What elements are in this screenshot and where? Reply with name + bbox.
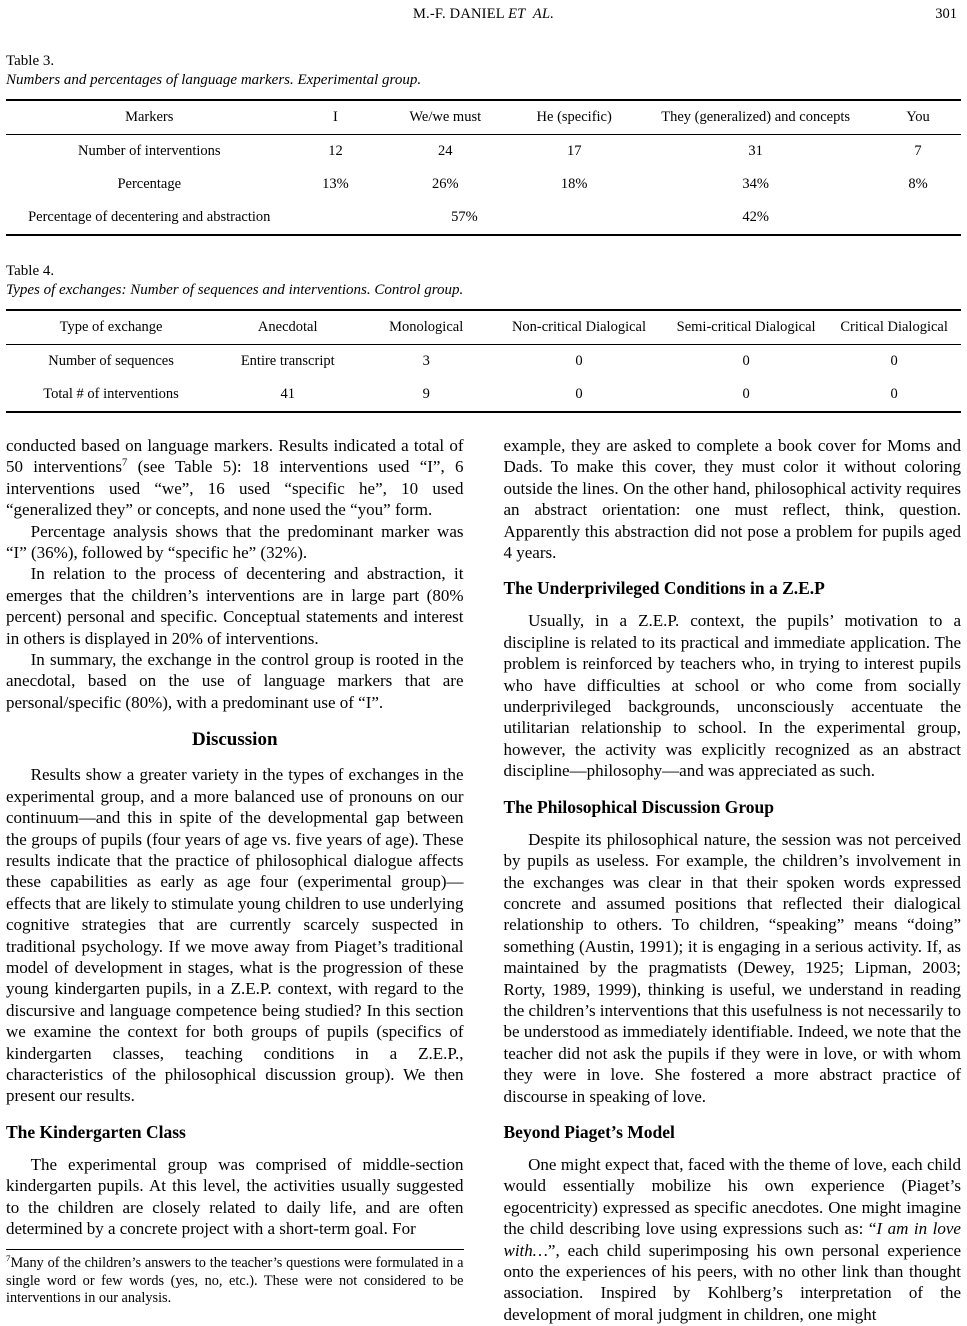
cell: 7 [914,143,922,159]
footnote-marker: 7 [122,457,128,469]
cell: 57% [451,209,478,225]
cell: 18% [560,176,588,192]
row-label: Percentage of decentering and abstraction [28,209,271,225]
table3-label: Table 3. [6,53,55,69]
cell: 0 [742,353,750,369]
cell: 24 [438,143,453,159]
cell: 26% [431,176,459,192]
body-columns [6,435,961,1325]
table3-row-decentering [6,201,961,235]
cell: 0 [575,386,583,402]
table3-row-percentage [6,168,961,201]
cell: 13% [322,176,349,192]
paragraph-text: One might expect that, faced with the theme of love, each child would essentially mobilize his own experience (Piaget’s egocentricity) expressed as specific anecdotes. One might imagine the child describing love using expressions such as: “ [503,1154,961,1239]
subsection-heading-underprivileged-conditions: The Underprivileged Conditions in a Z.E.P [503,578,825,599]
cell-empty [875,201,961,235]
cell: 34% [742,176,769,192]
subsection-heading-beyond-piagets-model: Beyond Piaget’s Model [503,1121,675,1142]
table4-block [6,262,961,413]
table4-row-sequences [6,345,961,379]
table3-col-we: We/we must [409,109,482,125]
row-label: Percentage [117,176,182,192]
paragraph-text: conducted based on language markers. Results indicated a total of 50 interventions [6,436,464,477]
footnote-number: 7 [6,1253,11,1264]
italic-quote: I am in love with… [503,1219,961,1260]
table4-label: Table 4. [6,263,55,279]
table4 [6,309,961,413]
cell: 17 [566,143,582,159]
table4-caption: Types of exchanges: Number of sequences and interventions. Control group. [6,282,464,298]
authors-et-al: ET AL. [508,6,555,22]
paragraph-text: ”, each child superimposing his own personal experience onto the experiences of his peers, with no other link than thought association. Inspired by Kohlberg’s interpretation of the development of moral judgment in children, one might [503,1240,961,1324]
table4-col-noncritical: Non-critical Dialogical [511,319,647,335]
row-label: Number of sequences [48,353,174,369]
cell: Entire transcript [240,353,335,369]
paragraph [6,435,464,521]
cell: 0 [742,386,750,402]
table4-header-row [6,310,961,345]
table3-col-you: You [906,109,930,125]
paragraph: Results show a greater variety in the types of exchanges in the experimental group, and a more balanced use of pronouns on our continuum—and this in spite of the developmental gap between the groups of pupils (four years of age vs. five years of age). These results indicate that the practice of philosophical dialogue affects these capabilities as early as age four (experimental group)—effects that are likely to stimulate young children to use underlying cognitive strategies that are currently scarcely suspected in traditional psychology. If we move away from Piaget’s traditional model of development in stages, what is the progression of these young kindergarten pupils, in a Z.E.P. context, with regard to the discursive and language competence being studied? In this section we examine the context for both groups of pupils (specifics of kindergarten classes, teaching conditions in a Z.E.P., characteristics of the philosophical discussion group). We then present our results. [6,765,464,1106]
table4-col-critical: Critical Dialogical [840,319,948,335]
paragraph-text: (see Table 5): 18 interventions used “I”, 6 interventions used “we”, 16 used “specific he”, 10 used “generalized they” or concepts, and none used the “you” form. [6,457,464,520]
table4-col-semicritical: Semi-critical Dialogical [676,319,816,335]
running-head-authors [6,6,961,23]
cell: 42% [742,209,769,225]
footnote-text: Many of the children’s answers to the teacher’s questions were formulated in a single word or few words (yes, no, etc.). These were not considered to be interventions in our analysis. [6,1255,464,1307]
table4-col-monological: Monological [389,319,464,335]
running-head [6,6,961,26]
table3 [6,99,961,236]
paragraph: Despite its philosophical nature, the session was not perceived by pupils as useless. For example, the children’s involvement in the exchanges was clear in that their spoken words expressed concrete and assumed positions that reflected their dialogical relationship to others. To children, “speaking” means “doing” something (Austin, 1991); it is engaging in a serious activity. If, as maintained by the pragmatists (Dewey, 1925; Lipman, 2003; Rorty, 1989, 1999), thinking is useful, we understand in reading the children’s interventions that this usefulness is not necessarily to be understood as immediately identifiable. Indeed, we note that the teacher did not ask the pupils if they were in love, or with whom they were in love. She fostered a more abstract practice of discourse in speaking of love. [503,829,961,1106]
cell: 0 [890,353,898,369]
table3-col-markers: Markers [125,109,174,125]
cell: 9 [422,386,430,402]
paragraph: In relation to the process of decentering and abstraction, it emerges that the children’s interventions are in large part (80% percent) personal and specific. Conceptual statements and interest in others is displayed in 20% of interventions. [6,564,464,648]
paragraph [504,1154,962,1325]
paragraph: example, they are asked to complete a book cover for Moms and Dads. To make this cover, they must color it without coloring outside the lines. On the other hand, philosophical activity requires an abstract orientation: one must reflect, think, question. Apparently this abstraction did not pose a problem for pupils aged 4 years. [503,436,961,563]
paragraph: In summary, the exchange in the control group is rooted in the anecdotal, based on the use of language markers that are personal/specific (80%), with a predominant use of “I”. [6,650,464,712]
authors-text: M.-F. DANIEL [412,6,505,22]
table3-col-he: He (specific) [536,109,612,125]
right-column [504,435,962,1325]
table3-block [6,52,961,236]
table4-col-anecdotal: Anecdotal [257,319,318,335]
table3-header-row [6,100,961,135]
cell: 0 [575,353,583,369]
cell: 0 [890,386,898,402]
table3-caption: Numbers and percentages of language markers. Experimental group. [6,72,422,88]
table4-row-interventions-total [6,378,961,412]
paragraph: The experimental group was comprised of middle-section kindergarten pupils. At this level, the activities usually suggested to the children are closely related to daily life, and are often determined by a concrete project with a short-term goal. For [6,1154,464,1238]
paragraph: Percentage analysis shows that the predominant marker was “I” (36%), followed by “specific he” (32%). [6,521,464,563]
paragraph: Usually, in a Z.E.P. context, the pupils’ motivation to a discipline is related to its practical and immediate application. The problem is reinforced by teachers who, in trying to interest pupils who have difficulties at school or who come from socially underprivileged backgrounds, unconsciously accentuate the utilitarian relationship to school. In the experimental group, however, the activity was explicitly recognized as an abstract discipline—philosophy—and was appreciated as such. [503,611,961,781]
cell: 3 [422,353,430,369]
table3-col-i: I [333,109,338,125]
table4-col-type: Type of exchange [59,319,163,335]
footnote [6,1255,464,1307]
table3-row-interventions [6,135,961,169]
cell: 12 [328,143,343,159]
table3-col-they: They (generalized) and concepts [661,109,851,125]
section-heading-discussion: Discussion [191,729,278,751]
footnote-block [6,1249,464,1307]
left-column [6,435,464,1325]
cell: 8% [908,176,928,192]
subsection-heading-kindergarten-class: The Kindergarten Class [6,1121,186,1142]
row-label: Number of interventions [77,143,221,159]
subsection-heading-philosophical-discussion-group: The Philosophical Discussion Group [503,796,775,817]
page-number: 301 [935,6,957,22]
row-label: Total # of interventions [43,386,179,402]
cell: 31 [748,143,763,159]
cell: 41 [280,386,295,402]
